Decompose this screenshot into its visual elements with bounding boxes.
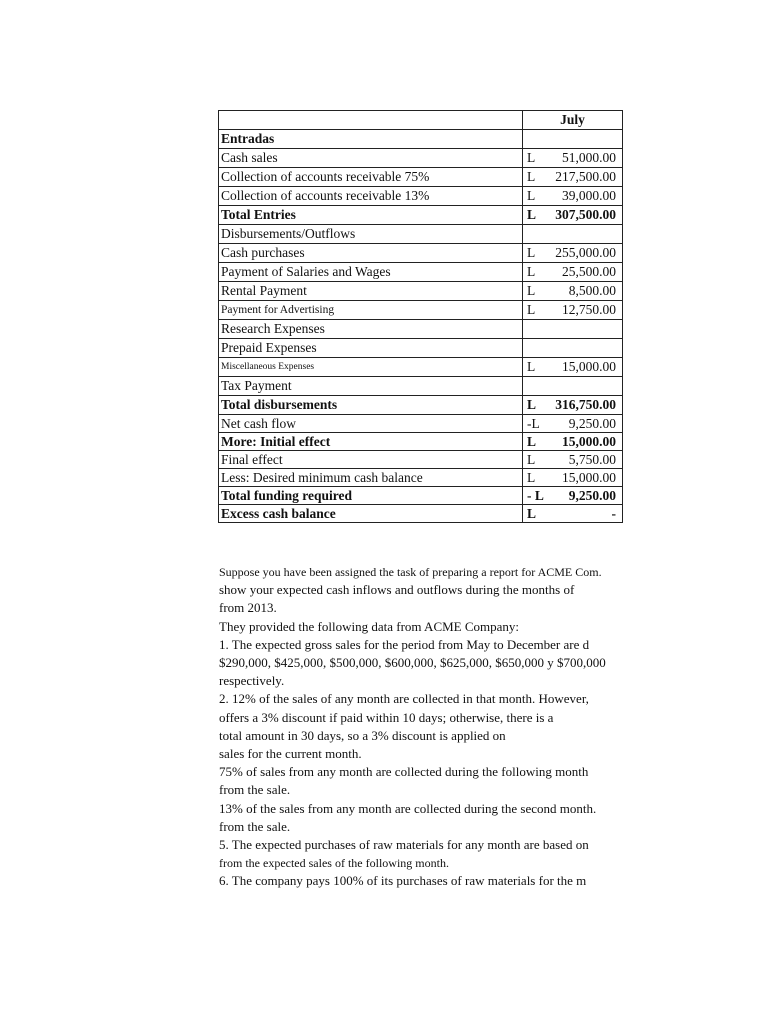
body-text-line: Suppose you have been assigned the task of preparing a report for ACME Com. [219,565,602,579]
row-value-cell [523,206,623,225]
table-row [219,320,623,339]
row-value [525,187,620,205]
row-value-cell [523,168,623,187]
row-value [525,487,620,504]
row-value [525,206,620,224]
row-value [525,263,620,281]
body-text-line: sales for the current month. [219,746,362,762]
body-text-line: 5. The expected purchases of raw materials for any month are based on [219,837,589,853]
row-label: Collection of accounts receivable 75% [219,168,523,187]
amount-value: 12,750.00 [562,302,616,317]
row-label: Rental Payment [219,282,523,301]
row-value-cell [523,282,623,301]
table-row [219,225,623,244]
amount-value: 39,000.00 [562,188,616,203]
currency-symbol: L [527,245,536,260]
body-text-line: from 2013. [219,600,277,616]
amount-value: 9,250.00 [568,488,616,503]
currency-symbol: L [527,452,536,467]
body-text-line: 1. The expected gross sales for the period from May to December are d [219,636,590,652]
row-value [525,505,620,522]
currency-symbol: L [527,207,537,222]
table-row [219,263,623,282]
row-label: Tax Payment [219,377,523,396]
body-text-line: total amount in 30 days, so a 3% discount is applied on [219,727,506,743]
currency-symbol: L [527,470,536,485]
table-row [219,487,623,505]
row-value [525,433,620,450]
row-label: Disbursements/Outflows [219,225,523,244]
amount-value: 5,750.00 [568,452,616,467]
cash-budget-table [218,110,623,523]
body-text-line: from the sale. [219,818,291,834]
row-value-cell [523,487,623,505]
row-value-cell [523,377,623,396]
body-text-line: show your expected cash inflows and outflows during the months of [219,582,575,598]
row-label: Payment for Advertising [219,301,523,320]
row-label: Less: Desired minimum cash balance [219,469,523,487]
body-text-line: 75% of sales from any month are collected during the following month [219,764,589,780]
row-value [525,451,620,468]
amount-value: 307,500.00 [555,207,616,222]
amount-value: 255,000.00 [555,245,616,260]
table-row [219,168,623,187]
cash-budget-table-body [219,111,623,523]
body-text-line: $290,000, $425,000, $500,000, $600,000, $625,000, $650,000 y $700,000 [219,655,606,671]
row-label: Cash purchases [219,244,523,263]
row-label: Payment of Salaries and Wages [219,263,523,282]
body-text-line: 2. 12% of the sales of any month are collected in that month. However, [219,691,589,707]
amount-value: 316,750.00 [555,397,616,412]
row-value [525,415,620,432]
table-row [219,187,623,206]
currency-symbol: L [527,397,537,412]
table-row [219,244,623,263]
row-label: Miscellaneous Expenses [219,358,523,377]
body-text-line: respectively. [219,673,285,689]
row-value-cell [523,469,623,487]
body-text [219,563,639,891]
table-row [219,377,623,396]
row-value-cell [523,358,623,377]
row-value [525,244,620,262]
row-value [525,469,620,486]
amount-value: 15,000.00 [562,470,616,485]
currency-symbol: L [527,359,536,374]
row-value-cell [523,339,623,358]
table-row [219,282,623,301]
row-label: Cash sales [219,149,523,168]
currency-symbol: L [527,169,536,184]
row-value [525,396,620,414]
row-label: Total funding required [219,487,523,505]
amount-value: 9,250.00 [568,416,616,431]
row-value-cell [523,451,623,469]
table-row [219,149,623,168]
row-value-cell [523,320,623,339]
amount-value: 25,500.00 [562,264,616,279]
table-row [219,451,623,469]
body-text-line: from the sale. [219,782,291,798]
amount-value: 15,000.00 [562,434,616,449]
row-value-cell [523,505,623,523]
row-label: More: Initial effect [219,433,523,451]
body-text-line: offers a 3% discount if paid within 10 days; otherwise, there is a [219,709,554,725]
currency-symbol: L [527,264,536,279]
row-label: Prepaid Expenses [219,339,523,358]
table-row [219,358,623,377]
row-label: Total Entries [219,206,523,225]
row-value-cell [523,225,623,244]
row-label: Entradas [219,130,523,149]
table-row [219,339,623,358]
currency-symbol: - L [527,488,544,503]
table-row [219,396,623,415]
header-label-cell [219,111,523,130]
amount-value: 8,500.00 [568,283,616,298]
currency-symbol: L [527,150,536,165]
row-label: Final effect [219,451,523,469]
row-label: Research Expenses [219,320,523,339]
month-header: July [523,111,623,130]
row-value-cell [523,301,623,320]
row-value-cell [523,244,623,263]
currency-symbol: L [527,302,536,317]
row-value [525,358,620,376]
row-label: Net cash flow [219,415,523,433]
currency-symbol: L [527,283,536,298]
table-row [219,433,623,451]
table-row [219,130,623,149]
amount-value: 217,500.00 [555,169,616,184]
row-value-cell [523,396,623,415]
table-row [219,301,623,320]
row-value-cell [523,130,623,149]
currency-symbol: L [527,188,536,203]
body-text-line: 13% of the sales from any month are collected during the second month. [219,800,597,816]
row-value [525,282,620,300]
row-label: Total disbursements [219,396,523,415]
row-label: Excess cash balance [219,505,523,523]
table-row [219,505,623,523]
row-value [525,168,620,186]
table-header-row [219,111,623,130]
currency-symbol: L [527,434,537,449]
row-label: Collection of accounts receivable 13% [219,187,523,206]
table-row [219,469,623,487]
currency-symbol: L [527,506,537,521]
amount-value: - [611,506,616,521]
amount-value: 51,000.00 [562,150,616,165]
row-value [525,149,620,167]
row-value-cell [523,187,623,206]
body-text-line: 6. The company pays 100% of its purchases of raw materials for the m [219,873,587,889]
table-row [219,415,623,433]
body-text-line: They provided the following data from ACME Company: [219,618,520,634]
row-value [525,301,620,319]
row-value-cell [523,149,623,168]
currency-symbol: -L [527,416,540,431]
body-text-line: from the expected sales of the following month. [219,856,449,871]
amount-value: 15,000.00 [562,359,616,374]
row-value-cell [523,263,623,282]
row-value-cell [523,433,623,451]
table-row [219,206,623,225]
row-value-cell [523,415,623,433]
